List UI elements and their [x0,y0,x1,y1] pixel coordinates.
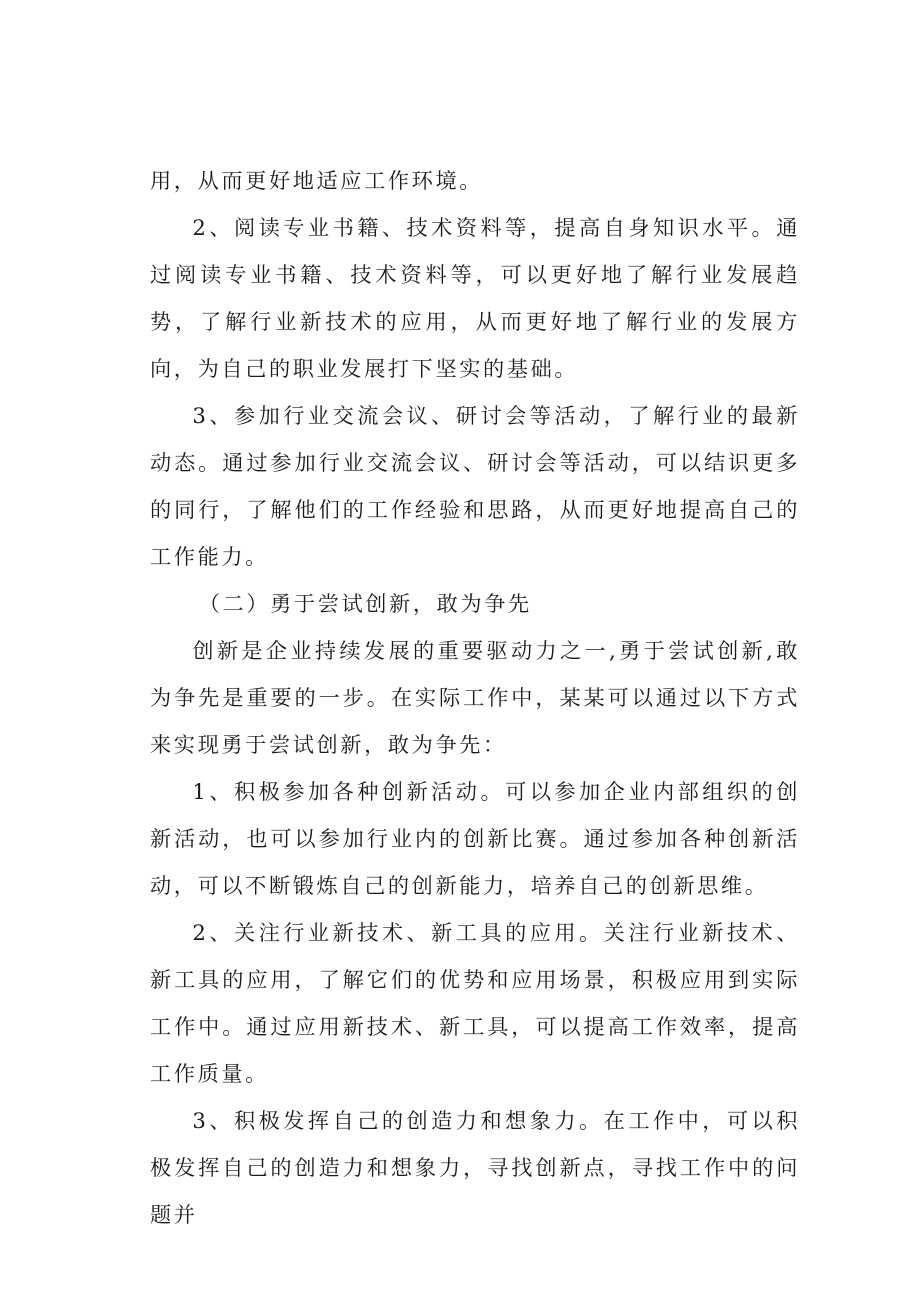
paragraph-innovation-activities: 1、积极参加各种创新活动。可以参加企业内部组织的创新活动，也可以参加行业内的创新比赛。通过参加各种创新活动，可以不断锻炼自己的创新能力，培养自己的创新思维。 [150,779,800,898]
section-heading-innovation: （二）勇于尝试创新，敢为争先 [198,591,532,616]
paragraph-new-technology: 2、关注行业新技术、新工具的应用。关注行业新技术、新工具的应用，了解它们的优势和应用场景，积极应用到实际工作中。通过应用新技术、新工具，可以提高工作效率，提高工作质量。 [150,920,800,1086]
paragraph-innovation-intro: 创新是企业持续发展的重要驱动力之一,勇于尝试创新,敢为争先是重要的一步。在实际工作中，某某可以通过以下方式来实现勇于尝试创新，敢为争先： [150,638,800,757]
document-body [150,157,800,1238]
paragraph-continuation: 用，从而更好地适应工作环境。 [150,168,484,193]
paragraph-industry-conferences: 3、参加行业交流会议、研讨会等活动，了解行业的最新动态。通过参加行业交流会议、研讨会等活动，可以结识更多的同行，了解他们的工作经验和思路，从而更好地提高自己的工作能力。 [150,403,800,569]
paragraph-reading-books: 2、阅读专业书籍、技术资料等，提高自身知识水平。通过阅读专业书籍、技术资料等，可以更好地了解行业发展趋势，了解行业新技术的应用，从而更好地了解行业的发展方向，为自己的职业发展打下坚实的基础。 [150,215,800,381]
paragraph-creativity: 3、积极发挥自己的创造力和想象力。在工作中，可以积极发挥自己的创造力和想象力，寻找创新点，寻找工作中的问题并 [150,1108,800,1227]
